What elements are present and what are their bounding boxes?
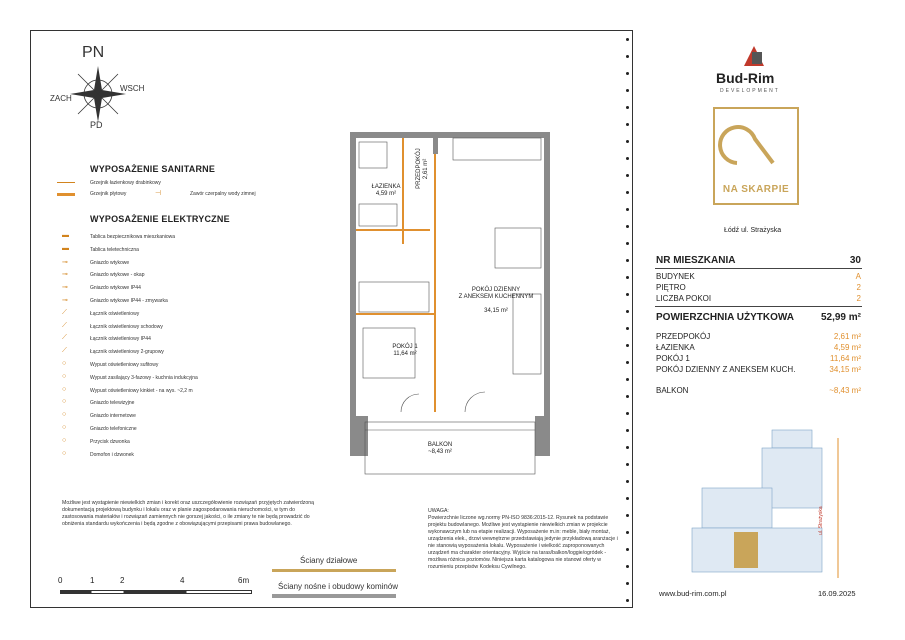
uwaga-title: UWAGA:	[428, 508, 449, 514]
usable-area-row	[656, 312, 861, 323]
fold-dot	[626, 463, 629, 466]
room-hall	[416, 149, 430, 189]
fold-dot	[626, 174, 629, 177]
fold-dot	[626, 599, 629, 602]
value: 4,59 m²	[833, 343, 861, 352]
label: POWIERZCHNIA UŻYTKOWA	[656, 312, 794, 323]
fold-dot	[626, 89, 629, 92]
label: ŁAZIENKA	[656, 343, 695, 352]
room-bathroom	[361, 184, 411, 198]
label: NR MIESZKANIA	[656, 255, 736, 266]
scale-label: 6m	[238, 576, 250, 585]
west-label: ZACH	[50, 94, 72, 103]
label: PIĘTRO	[656, 283, 686, 292]
room-area: 2,61 m²	[423, 158, 429, 180]
fold-dot	[626, 55, 629, 58]
divider	[655, 268, 862, 269]
disclaimer: Możliwe jest wystąpienie niewielkich zmian i korekt oraz uszczegółowienie rozwiązań przyjętych zatwierdzoną dokumentacją projektową budynku i lokalu oraz w planie zagospodarowania nieruchomości, w tym do zastosowania materiałów i rozwiązań zamiennych nie gorszej jakości, o ile zmiany te nie będą prowadzić do obniżenia standardu wykończenia i będą zgodne z obowiązującymi przepisami prawa budowlanego.	[62, 500, 314, 528]
partition-wall-swatch	[272, 569, 396, 572]
ladder-radiator-icon	[57, 182, 75, 183]
scale-label: 0	[58, 576, 63, 585]
fold-dot	[626, 429, 629, 432]
legend-electric-item: Gniazdo wtykowe IP44	[90, 285, 141, 292]
legend-symbol-icon: ⊸	[62, 284, 68, 292]
document-date: 16.09.2025	[818, 589, 856, 598]
legend-electric-item: Gniazdo wtykowe IP44 - zmywarka	[90, 298, 168, 304]
bud-rim-logo-icon	[740, 42, 768, 68]
partition-wall-label: Ściany działowe	[300, 556, 358, 565]
fold-dot	[626, 225, 629, 228]
divider	[655, 306, 862, 307]
legend-electric-item: Łącznik oświetleniowy 2-grupowy	[90, 349, 164, 356]
project-name: NA SKARPIE	[722, 184, 790, 195]
fold-dot	[626, 293, 629, 296]
fold-dot	[626, 327, 629, 330]
website-link[interactable]: www.bud-rim.com.pl	[659, 589, 727, 598]
balcony-row	[656, 386, 861, 395]
fold-dot	[626, 242, 629, 245]
room-area-row	[656, 365, 861, 374]
legend-symbol-icon: ⟋	[62, 321, 67, 329]
label: POKÓJ DZIENNY Z ANEKSEM KUCH.	[656, 365, 796, 374]
north-label: PN	[82, 44, 105, 61]
fold-dot	[626, 395, 629, 398]
fold-dot	[626, 310, 629, 313]
legend-electric-item: Łącznik oświetleniowy IP44	[90, 336, 151, 343]
electric-title: WYPOSAŻENIE ELEKTRYCZNE	[90, 214, 230, 224]
brand-sub: DEVELOPMENT	[720, 88, 780, 94]
legend-electric-item: Tablica teletechniczna	[90, 246, 139, 253]
room-area: 4,59 m²	[375, 190, 397, 197]
rooms-row	[656, 294, 861, 303]
legend-symbol-icon: ○	[62, 449, 67, 457]
south-label: PD	[90, 120, 103, 130]
label: BALKON	[656, 386, 689, 395]
value: 34,15 m²	[829, 365, 861, 374]
fold-dot	[626, 361, 629, 364]
fold-dot	[626, 446, 629, 449]
legend-symbol-icon: ○	[62, 411, 67, 419]
room-name: ŁAZIENKA	[371, 184, 401, 190]
value: ~8,43 m²	[829, 386, 861, 395]
fold-dot	[626, 582, 629, 585]
fold-dot	[626, 412, 629, 415]
legend-electric-item: Łącznik oświetleniowy	[90, 310, 140, 317]
value: 2,61 m²	[833, 332, 861, 341]
room-bedroom	[375, 344, 435, 358]
room-name: POKÓJ 1	[392, 344, 418, 350]
legend-symbol-icon: ○	[62, 398, 67, 406]
fold-dot	[626, 72, 629, 75]
legend-symbol-icon: ○	[62, 424, 67, 431]
legend-symbol-icon: ○	[62, 372, 67, 380]
legend-sanitary-item: Grzejnik łazienkowy drabinkowy	[90, 180, 161, 186]
fold-dot	[626, 565, 629, 568]
legend-electric-item: Gniazdo telewizyjne	[90, 400, 135, 407]
fold-dot	[626, 191, 629, 194]
legend-electric-item: Gniazdo wtykowe - okap	[90, 272, 145, 279]
legend-symbol-icon: ○	[62, 360, 67, 367]
value: 2	[856, 294, 861, 303]
legend-symbol-icon: ○	[62, 385, 67, 393]
label: BUDYNEK	[656, 272, 695, 281]
fold-dot	[626, 276, 629, 279]
water-valve-icon: ⊣	[155, 190, 162, 197]
room-name: BALKON	[427, 442, 453, 448]
room-area: ~8,43 m²	[428, 448, 452, 455]
fold-dot	[626, 548, 629, 551]
fold-line	[624, 38, 632, 608]
legend-symbol-icon: ⊸	[62, 297, 68, 304]
legend-symbol-icon: ▬	[62, 244, 69, 252]
fold-dot	[626, 344, 629, 347]
label: PRZEDPOKÓJ	[656, 332, 711, 341]
legend-electric-item: Domofon i dzwonek	[90, 451, 134, 458]
panel-radiator-icon	[57, 193, 75, 196]
compass	[48, 44, 148, 134]
value: 2	[856, 283, 861, 292]
city-label: Łódź ul. Strażyska	[724, 227, 782, 234]
street-label: ul. Strażyska	[818, 506, 824, 535]
fold-dot	[626, 157, 629, 160]
room-area-row	[656, 343, 861, 352]
room-name: POKÓJ DZIENNY Z ANEKSEM KUCHENNYM	[458, 286, 534, 300]
value: 52,99 m²	[820, 312, 861, 323]
mountain-logo-icon	[715, 117, 797, 177]
value: 11,64 m²	[830, 354, 861, 363]
room-balcony	[415, 442, 465, 456]
legend-electric-item: Wypust oświetleniowy sufitowy	[90, 362, 159, 368]
scale-label: 2	[120, 576, 125, 585]
legend-electric-item: Gniazdo internetowe	[90, 413, 136, 420]
scale-label: 1	[90, 576, 95, 585]
legend-symbol-icon: ○	[62, 436, 67, 444]
uwaga-text: Powierzchnie liczone wg.normy PN-ISO 9836:2015-12. Rysunek na podstawie projektu budowlanego. Możliwe jest wystąpienie niewielkich zmian w projekcie wykonawczym lub na etapie realizacji. Wyposażenie m.in: meble, biały montaż, urządzenia elek., drzwi wewnętrzne przedstawiają jedynie przykładową aranżacje i nie stanowią wyposażenia lokalu. Wyposażenie i wielkość zaproponowanych urządzeń ma charakter orientacyjny. Wyjście na taras/balkon/loggie/ogródek - możliwa różnica poziomów. Niniejsza karta katalogowa nie stanowi oferty w rozumieniu przepisów Kodeksu Cywilnego.	[428, 515, 618, 571]
bearing-wall-swatch	[272, 594, 396, 598]
fold-dot	[626, 140, 629, 143]
legend-electric-item: Łącznik oświetleniowy schodowy	[90, 323, 163, 330]
room-name: PRZEDPOKÓJ	[416, 148, 423, 189]
floor-row	[656, 283, 861, 292]
fold-dot	[626, 480, 629, 483]
legend-symbol-icon: ⟋	[62, 334, 67, 342]
legend-electric-item: Przycisk dzwonka	[90, 438, 130, 445]
floor-plan	[345, 132, 557, 477]
room-area: 34,15 m²	[484, 307, 508, 314]
value: A	[855, 272, 861, 281]
sanitary-title: WYPOSAŻENIE SANITARNE	[90, 164, 216, 174]
label: LICZBA POKOI	[656, 294, 712, 303]
legend-sanitary-item: Zawór czerpalny wody zimnej	[190, 191, 256, 197]
legend-electric-item: Wypust oświetleniowy kinkiet - na wys. ~2,2 m	[90, 387, 193, 394]
fold-dot	[626, 208, 629, 211]
uwaga-note	[428, 508, 620, 571]
legend-symbol-icon: ⟋	[62, 308, 67, 316]
bearing-wall-label: Ściany nośne i obudowy kominów	[278, 582, 399, 591]
room-living	[440, 280, 552, 321]
apartment-number-row	[656, 255, 861, 266]
project-logo	[713, 107, 799, 205]
fold-dot	[626, 123, 629, 126]
fold-dot	[626, 378, 629, 381]
legend-symbol-icon: ▬	[62, 232, 69, 239]
building-row	[656, 272, 861, 281]
scale-label: 4	[180, 576, 185, 585]
legend-electric-item: Wypust zasilający 3-fazowy - kuchnia indukcyjna	[90, 374, 198, 381]
room-area: 11,64 m²	[393, 350, 417, 357]
fold-dot	[626, 514, 629, 517]
fold-dot	[626, 531, 629, 534]
fold-dot	[626, 259, 629, 262]
legend-electric-item: Gniazdo wtykowe	[90, 259, 130, 266]
label: POKÓJ 1	[656, 354, 690, 363]
legend-electric-item: Tablica bezpiecznikowa mieszkaniowa	[90, 234, 176, 240]
legend-sanitary-item: Grzejnik płytowy	[90, 191, 127, 197]
room-area-row	[656, 332, 861, 341]
legend-electric-item: Gniazdo telefoniczne	[90, 426, 137, 432]
fold-dot	[626, 497, 629, 500]
east-label: WSCH	[120, 84, 145, 93]
fold-dot	[626, 38, 629, 41]
fold-dot	[626, 106, 629, 109]
legend-symbol-icon: ⟋	[62, 347, 67, 355]
brand-name: Bud-Rim	[716, 70, 775, 86]
room-area-row	[656, 354, 861, 363]
legend-symbol-icon: ⊸	[62, 271, 68, 279]
value: 30	[849, 255, 861, 266]
legend-symbol-icon: ⊸	[62, 258, 68, 266]
scale-ruler	[60, 590, 252, 594]
